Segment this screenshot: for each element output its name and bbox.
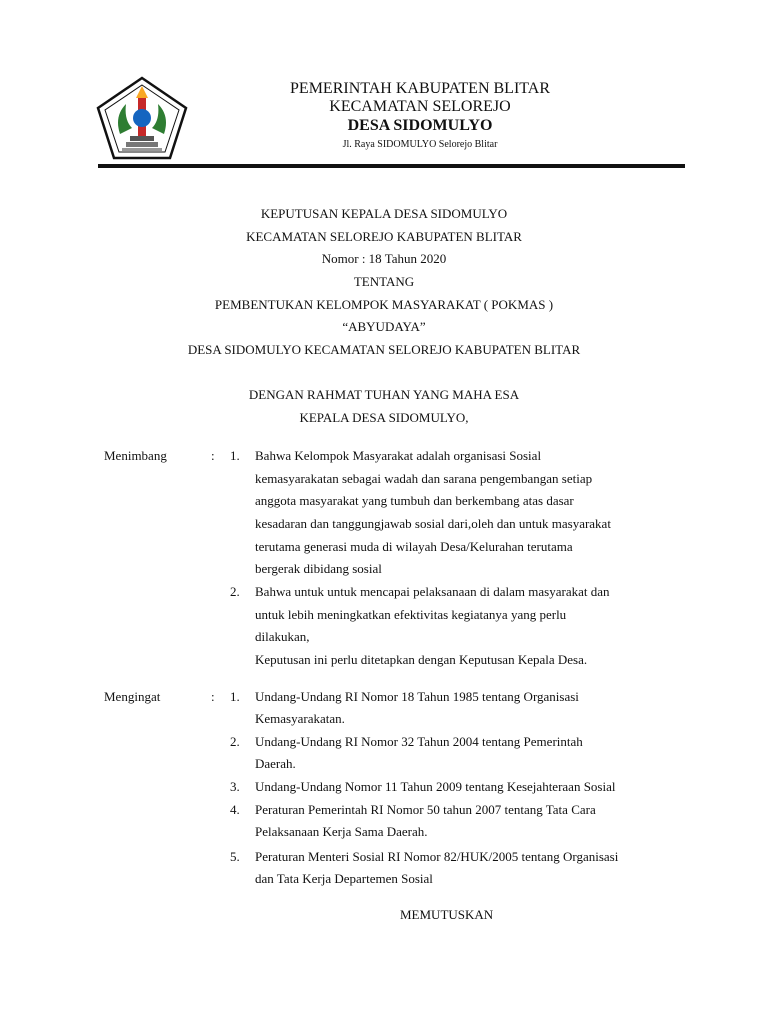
decree-subject: PEMBENTUKAN KELOMPOK MASYARAKAT ( POKMAS ) (214, 297, 554, 312)
memutuskan-heading: MEMUTUSKAN (400, 907, 494, 922)
decree-tentang: TENTANG (353, 274, 415, 289)
decree-title-district: KECAMATAN SELOREJO KABUPATEN BLITAR (246, 229, 522, 244)
menimbang-item-line: Keputusan ini perlu ditetapkan dengan Keputusan Kepala Desa. (255, 652, 588, 667)
mengingat-item-line: Kemasyarakatan. (255, 711, 345, 726)
mengingat-item-line: Undang-Undang RI Nomor 18 Tahun 1985 tentang Organisasi (255, 689, 579, 704)
mengingat-item-line: Daerah. (255, 756, 296, 771)
menimbang-label: Menimbang (104, 448, 167, 463)
menimbang-item-line: Bahwa untuk untuk mencapai pelaksanaan di dalam masyarakat dan (255, 584, 610, 599)
mengingat-colon: : (211, 689, 215, 704)
mengingat-item-number: 3. (230, 779, 240, 794)
mengingat-label: Mengingat (104, 689, 161, 704)
mengingat-item-line: Peraturan Menteri Sosial RI Nomor 82/HUK/2005 tentang Organisasi (255, 849, 619, 864)
menimbang-item-line: kemasyarakatan sebagai wadah dan sarana pengembangan setiap (255, 471, 593, 486)
mengingat-item-line: Undang-Undang Nomor 11 Tahun 2009 tentang Kesejahteraan Sosial (255, 779, 616, 794)
mengingat-item-number: 1. (230, 689, 240, 704)
header-district-name: KECAMATAN SELOREJO (329, 98, 511, 115)
menimbang-item-line: dilakukan, (255, 629, 310, 644)
decree-group-name: “ABYUDAYA” (342, 319, 426, 334)
menimbang-item-line: Bahwa Kelompok Masyarakat adalah organisasi Sosial (255, 448, 542, 463)
letterhead-divider (98, 164, 685, 168)
opening-blessing: DENGAN RAHMAT TUHAN YANG MAHA ESA (248, 387, 520, 402)
mengingat-item-line: Pelaksanaan Kerja Sama Daerah. (255, 824, 428, 839)
header-government-name: PEMERINTAH KABUPATEN BLITAR (290, 80, 550, 97)
mengingat-item-line: Peraturan Pemerintah RI Nomor 50 tahun 2007 tentang Tata Cara (255, 802, 596, 817)
mengingat-item-number: 4. (230, 802, 240, 817)
menimbang-item-line: bergerak dibidang sosial (255, 561, 382, 576)
menimbang-item-line: terutama generasi muda di wilayah Desa/Kelurahan terutama (255, 539, 573, 554)
decree-number: Nomor : 18 Tahun 2020 (321, 251, 447, 266)
menimbang-item-number: 2. (230, 584, 240, 599)
decree-title: KEPUTUSAN KEPALA DESA SIDOMULYO (260, 206, 508, 221)
mengingat-item-line: Undang-Undang RI Nomor 32 Tahun 2004 tentang Pemerintah (255, 734, 583, 749)
mengingat-item-number: 2. (230, 734, 240, 749)
header-village-name: DESA SIDOMULYO (347, 117, 493, 134)
menimbang-item-line: kesadaran dan tanggungjawab sosial dari,oleh dan untuk masyarakat (255, 516, 611, 531)
header-address: Jl. Raya SIDOMULYO Selorejo Blitar (342, 139, 498, 150)
regency-emblem-logo (96, 76, 188, 160)
mengingat-item-line: dan Tata Kerja Departemen Sosial (255, 871, 433, 886)
menimbang-item-line: untuk lebih meningkatkan efektivitas kegiatanya yang perlu (255, 607, 567, 622)
menimbang-item-number: 1. (230, 448, 240, 463)
menimbang-item-line: anggota masyarakat yang tumbuh dan berkembang atas dasar (255, 493, 574, 508)
mengingat-item-number: 5. (230, 849, 240, 864)
decree-location: DESA SIDOMULYO KECAMATAN SELOREJO KABUPATEN BLITAR (187, 342, 581, 357)
menimbang-colon: : (211, 448, 215, 463)
opening-official: KEPALA DESA SIDOMULYO, (299, 410, 469, 425)
